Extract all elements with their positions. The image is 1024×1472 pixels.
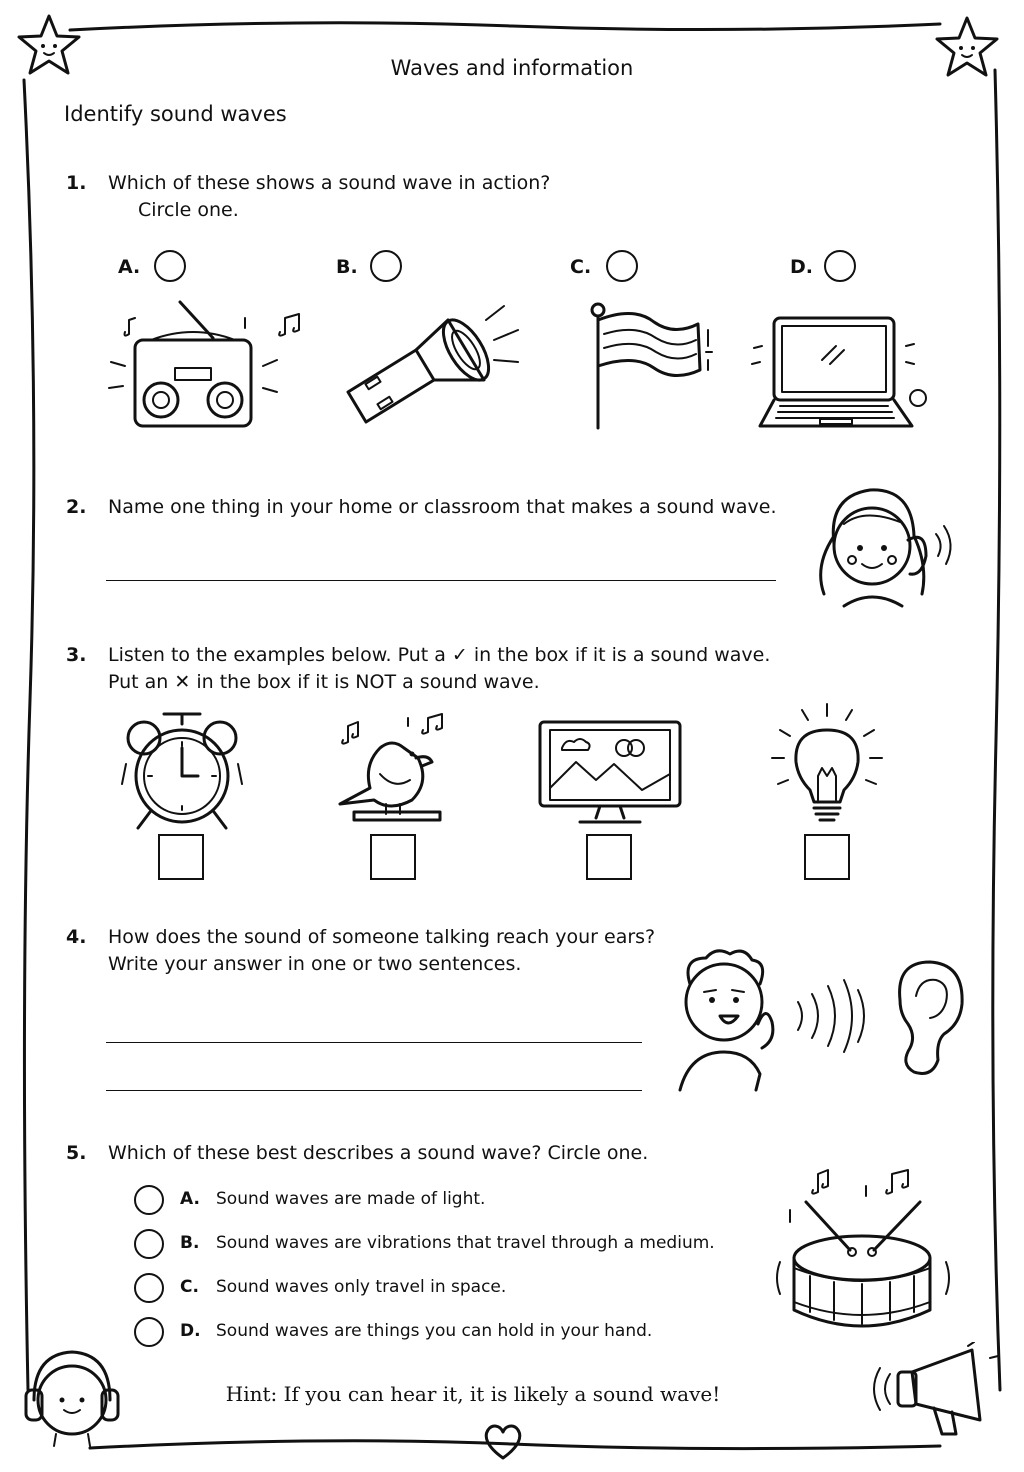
answer-circle-b[interactable] — [370, 250, 402, 282]
question-number: 2. — [66, 496, 87, 518]
heart-icon — [480, 1420, 526, 1462]
answer-box[interactable] — [370, 834, 416, 880]
question-text: Which of these best describes a sound wave? Circle one. — [108, 1142, 649, 1164]
option-letter: C. — [180, 1277, 199, 1297]
question-text: Name one thing in your home or classroom that makes a sound wave. — [108, 496, 777, 518]
answer-line[interactable] — [106, 1042, 642, 1043]
question-instruction: Write your answer in one or two sentences. — [108, 953, 522, 975]
answer-box[interactable] — [804, 834, 850, 880]
option-text: Sound waves are made of light. — [216, 1189, 486, 1209]
laptop-icon — [750, 312, 940, 436]
question-instruction: Put an ✕ in the box if it is NOT a sound wave. — [108, 671, 540, 693]
worksheet-title: Waves and information — [390, 56, 634, 80]
option-label-a: A. — [118, 256, 141, 278]
flashlight-icon — [336, 300, 526, 430]
question-number: 3. — [66, 644, 87, 666]
hint-text: Hint: If you can hear it, it is likely a sound wave! — [225, 1382, 721, 1406]
answer-circle-c[interactable] — [606, 250, 638, 282]
flag-icon — [574, 300, 724, 432]
section-heading: Identify sound waves — [64, 102, 287, 126]
answer-line[interactable] — [106, 580, 776, 581]
answer-circle-a[interactable] — [154, 250, 186, 282]
answer-circle-b[interactable] — [134, 1229, 164, 1259]
question-number: 4. — [66, 926, 87, 948]
answer-circle-c[interactable] — [134, 1273, 164, 1303]
option-letter: A. — [180, 1189, 200, 1209]
alarm-clock-icon — [120, 708, 244, 832]
question-instruction: Circle one. — [138, 199, 239, 221]
answer-circle-d[interactable] — [824, 250, 856, 282]
talking-boy-ear-icon — [660, 944, 974, 1094]
option-text: Sound waves are things you can hold in your hand. — [216, 1321, 653, 1341]
answer-circle-a[interactable] — [134, 1185, 164, 1215]
option-label-c: C. — [570, 256, 592, 278]
answer-box[interactable] — [158, 834, 204, 880]
question-text: Listen to the examples below. Put a ✓ in the box if it is a sound wave. — [108, 644, 771, 666]
option-label-b: B. — [336, 256, 358, 278]
question-text: Which of these shows a sound wave in action? — [108, 172, 551, 194]
singing-bird-icon — [334, 708, 458, 832]
answer-circle-d[interactable] — [134, 1317, 164, 1347]
radio-icon — [105, 296, 305, 436]
option-text: Sound waves only travel in space. — [216, 1277, 507, 1297]
light-bulb-icon — [764, 700, 890, 830]
monitor-picture-icon — [536, 718, 684, 830]
answer-box[interactable] — [586, 834, 632, 880]
option-text: Sound waves are vibrations that travel through a medium. — [216, 1233, 715, 1253]
option-letter: D. — [180, 1321, 201, 1341]
answer-line[interactable] — [106, 1090, 642, 1091]
drum-icon — [770, 1162, 956, 1342]
option-letter: B. — [180, 1233, 200, 1253]
question-text: How does the sound of someone talking reach your ears? — [108, 926, 656, 948]
question-number: 5. — [66, 1142, 87, 1164]
question-number: 1. — [66, 172, 87, 194]
option-label-d: D. — [790, 256, 813, 278]
listening-girl-icon — [804, 476, 974, 610]
